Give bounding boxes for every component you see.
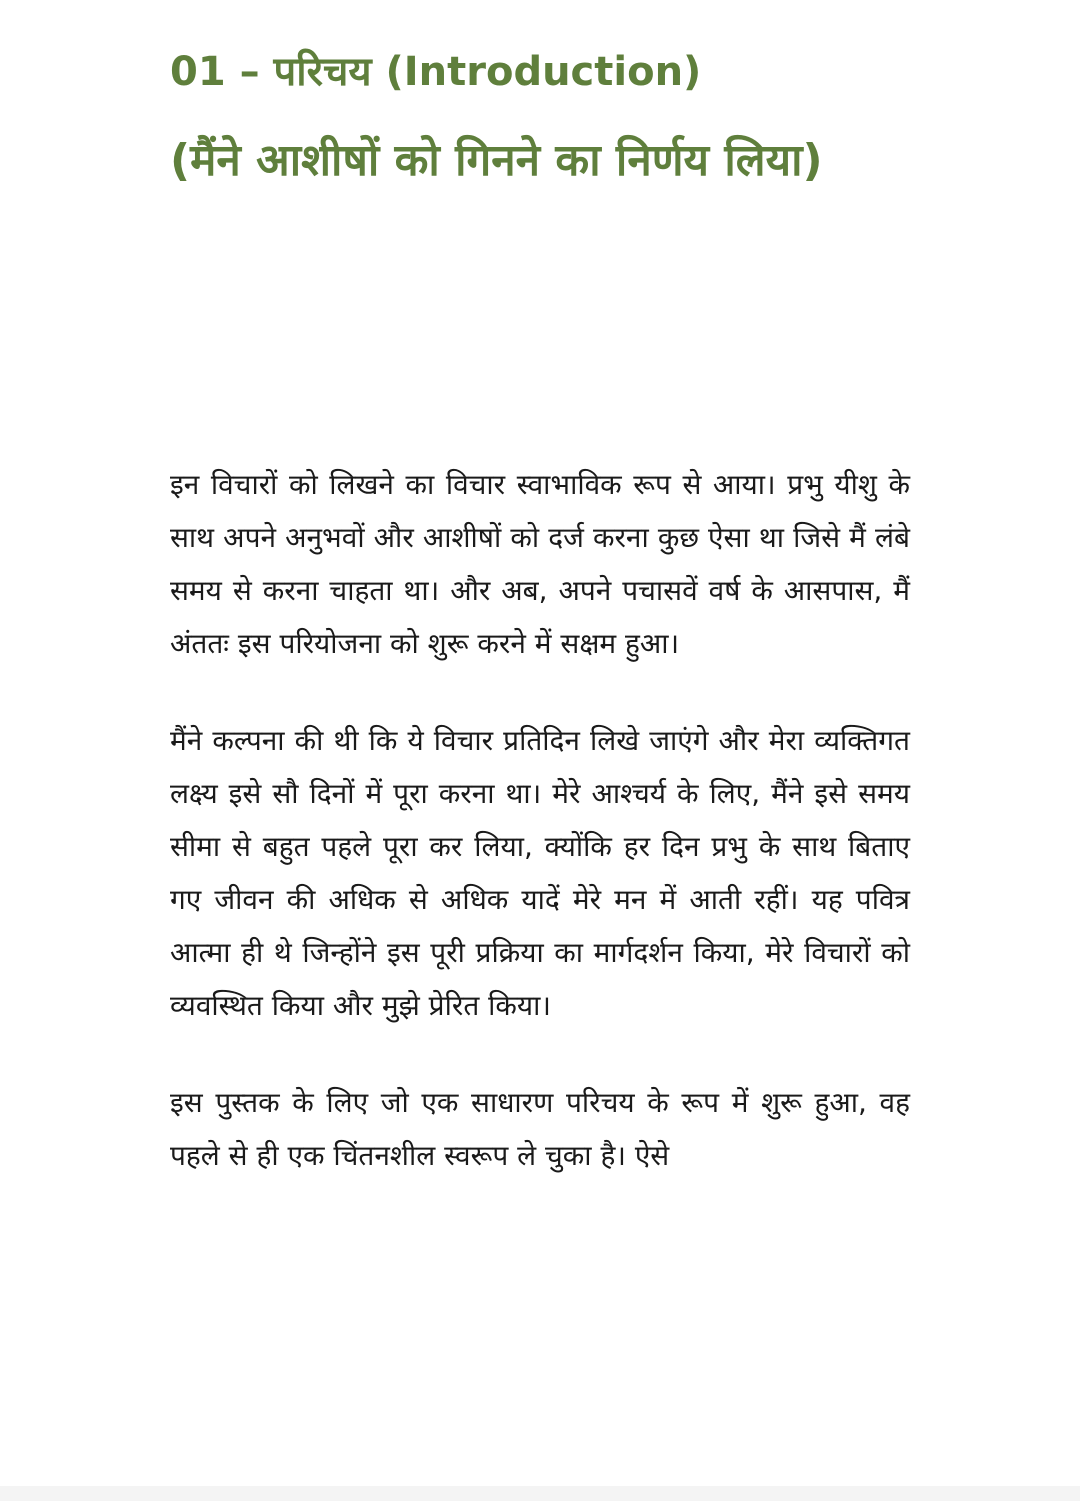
chapter-title: 01 – परिचय (Introduction) — [170, 49, 702, 95]
chapter-body — [170, 458, 910, 1226]
paragraph: इस पुस्तक के लिए जो एक साधारण परिचय के रूप में शुरू हुआ, वह पहले से ही एक चिंतनशील स्वरूप ले चुका है। ऐसे — [170, 1086, 910, 1172]
chapter-header — [170, 40, 910, 200]
paragraph: इन विचारों को लिखने का विचार स्वाभाविक रूप से आया। प्रभु यीशु के साथ अपने अनुभवों और आशीषों को दर्ज करना कुछ ऐसा था जिसे मैं लंबे समय से करना चाहता था। और अब, अपने पचासवें वर्ष के आसपास, मैं अंततः इस परियोजना को शुरू करने में सक्षम हुआ। — [170, 468, 910, 660]
paragraph: मैंने कल्पना की थी कि ये विचार प्रतिदिन लिखे जाएंगे और मेरा व्यक्तिगत लक्ष्य इसे सौ दिनों में पूरा करना था। मेरे आश्चर्य के लिए, मैंने इसे समय सीमा से बहुत पहले पूरा कर लिया, क्योंकि हर दिन प्रभु के साथ बिताए गए जीवन की अधिक से अधिक यादें मेरे मन में आती रहीं। यह पवित्र आत्मा ही थे जिन्होंने इस पूरी प्रक्रिया का मार्गदर्शन किया, मेरे विचारों को व्यवस्थित किया और मुझे प्रेरित किया। — [170, 724, 910, 1022]
page-bottom-edge — [0, 1486, 1080, 1501]
chapter-subtitle: (मैंने आशीषों को गिनने का निर्णय लिया) — [170, 135, 823, 186]
